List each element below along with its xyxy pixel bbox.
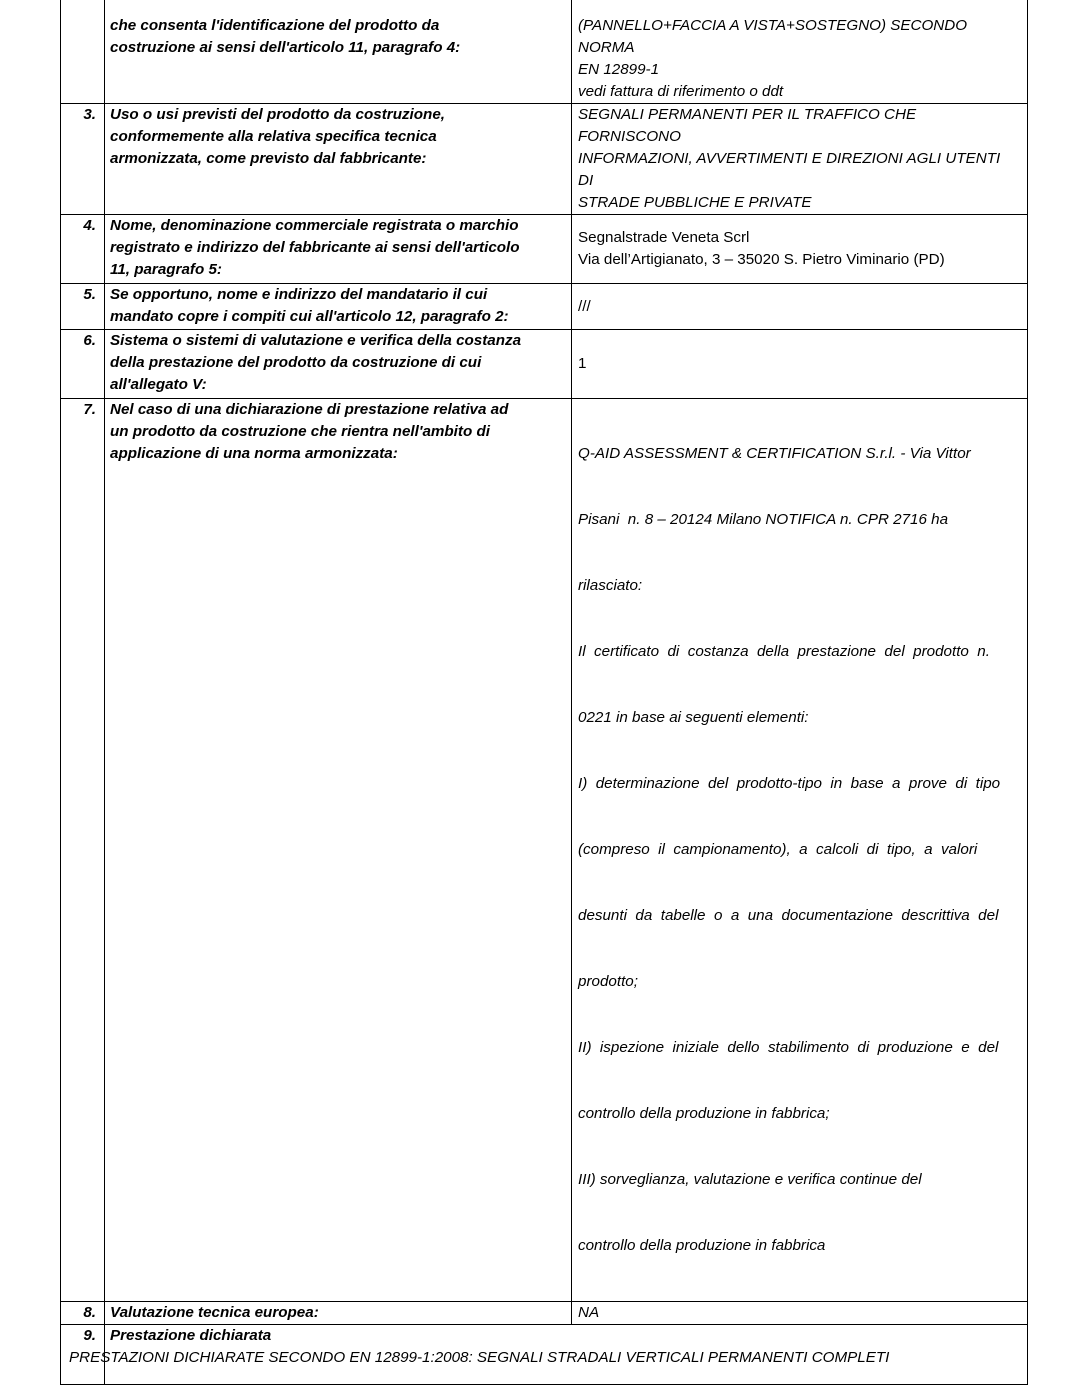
row-label [105,284,572,330]
manufacturer-address: Via dell’Artigianato, 3 – 35020 S. Pietro Viminario (PD) [578,251,945,268]
row-number: 8. [61,1302,105,1325]
label-line: 11, paragrafo 5: [110,261,222,278]
value-line: SEGNALI PERMANENTI PER IL TRAFFICO CHE FORNISCONO [578,106,917,145]
row-label [105,0,572,104]
row-number: 4. [61,215,105,284]
label-line: mandato copre i compiti cui all'articolo 12, paragrafo 2: [110,308,509,325]
value-line: EN 12899-1 [578,61,660,78]
row-label [105,330,572,399]
value-line: prodotto; [578,973,638,990]
table-row [61,330,1028,399]
label-line: Se opportuno, nome e indirizzo del mandatario il cui [110,286,488,303]
row-label [105,399,572,1302]
label-line: armonizzata, come previsto dal fabbricante: [110,150,427,167]
value-line: III) sorveglianza, valutazione e verifica continue del [578,1171,922,1188]
row-label [105,215,572,284]
row-value [572,215,1028,284]
label-line: all'allegato V: [110,376,207,393]
value-line: (PANNELLO+FACCIA A VISTA+SOSTEGNO) SECONDO NORMA [578,17,968,56]
table-row [61,215,1028,284]
row-number: 3. [61,104,105,215]
value-line: rilasciato: [578,577,643,594]
label-line: registrato e indirizzo del fabbricante ai sensi dell'articolo [110,239,520,256]
row-number [61,0,105,104]
label-line: un prodotto da costruzione che rientra nell'ambito di [110,423,490,440]
row-number: 5. [61,284,105,330]
row-number: 6. [61,330,105,399]
value-line: vedi fattura di riferimento o ddt [578,83,784,100]
value-line: Il certificato di costanza della prestazione del prodotto n. [578,643,990,660]
label-line: Nel caso di una dichiarazione di prestazione relativa ad [110,401,509,418]
row-label: Valutazione tecnica europea: [105,1302,572,1325]
table-row [61,104,1028,215]
table-row [61,0,1028,104]
label-line: conformemente alla relativa specifica tecnica [110,128,437,145]
table-row [61,284,1028,330]
value-line: INFORMAZIONI, AVVERTIMENTI E DIREZIONI AGLI UTENTI DI [578,150,1001,189]
value-line: (compreso il campionamento), a calcoli di tipo, a valori [578,841,978,858]
label-line: della prestazione del prodotto da costruzione di cui [110,354,482,371]
row-value [572,399,1028,1302]
label-line: Sistema o sistemi di valutazione e verifica della costanza [110,332,522,349]
table-row [61,1302,1028,1325]
value-line: Pisani n. 8 – 20124 Milano NOTIFICA n. CPR 2716 ha [578,511,949,528]
row-number: 7. [61,399,105,1302]
value-line: Q-AID ASSESSMENT & CERTIFICATION S.r.l. - Via Vittor [578,445,971,462]
row-value [572,104,1028,215]
label-line: che consenta l'identificazione del prodotto da [110,17,440,34]
value-line: STRADE PUBBLICHE E PRIVATE [578,194,812,211]
row-value: 1 [572,330,1028,399]
row-value: /// [572,284,1028,330]
row-number: 9. [61,1325,105,1385]
value-line: controllo della produzione in fabbrica [578,1237,826,1254]
row-value [572,0,1028,104]
manufacturer-name: Segnalstrade Veneta Scrl [578,229,750,246]
value-line: controllo della produzione in fabbrica; [578,1105,830,1122]
value-line: II) ispezione iniziale dello stabilimento di produzione e del [578,1039,999,1056]
table-row [61,399,1028,1302]
label-line: Nome, denominazione commerciale registrata o marchio [110,217,519,234]
table-row [61,1325,1028,1385]
row-value: NA [572,1302,1028,1325]
label-line: Uso o usi previsti del prodotto da costruzione, [110,106,446,123]
label-line: applicazione di una norma armonizzata: [110,445,398,462]
row-label [105,104,572,215]
section-text: PRESTAZIONI DICHIARATE SECONDO EN 12899-1:2008: SEGNALI STRADALI VERTICALI PERMANENTI COMPLETI [69,1349,890,1366]
declaration-table [60,0,1028,1385]
value-line: I) determinazione del prodotto-tipo in base a prove di tipo [578,775,1001,792]
label-line: costruzione ai sensi dell'articolo 11, paragrafo 4: [110,39,461,56]
row-label [69,1325,1028,1385]
value-line: desunti da tabelle o a una documentazione descrittiva del [578,907,999,924]
value-line: 0221 in base ai seguenti elementi: [578,709,809,726]
section-title: Prestazione dichiarata [110,1327,272,1344]
